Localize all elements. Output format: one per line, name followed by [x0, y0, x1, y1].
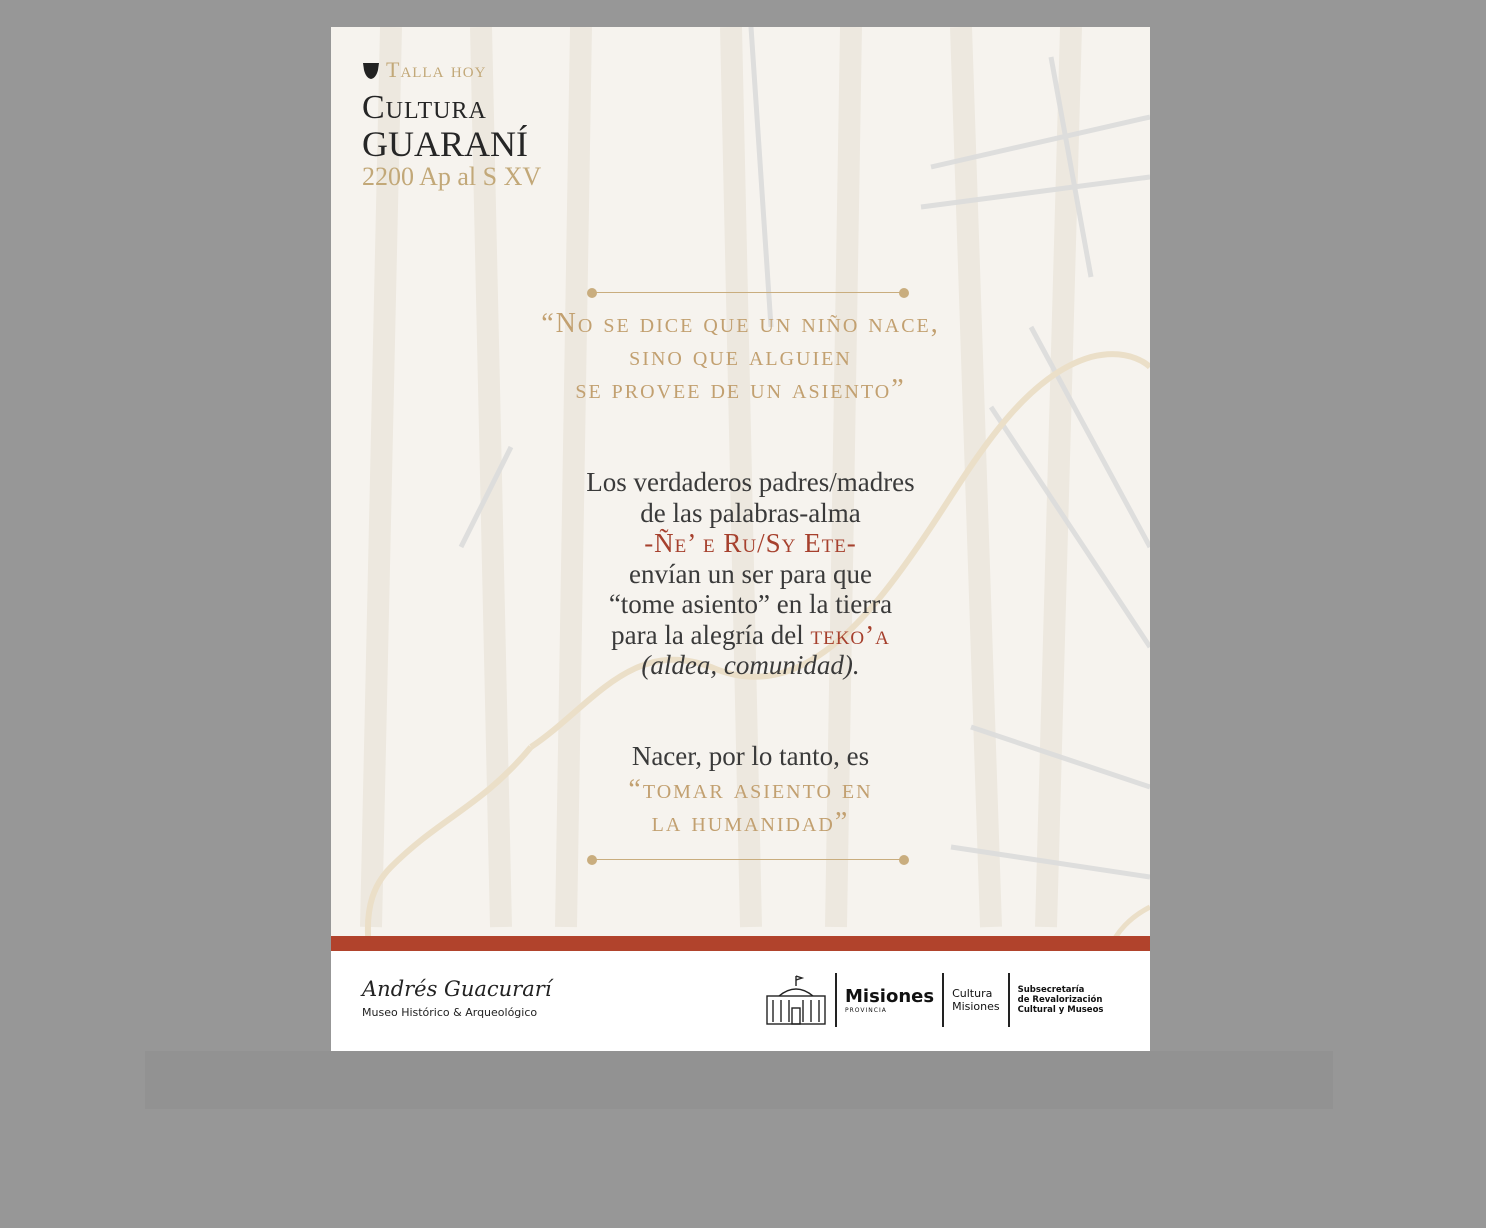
- cultura-misiones-logo: [952, 987, 1000, 1013]
- subsec-line: de Revalorización: [1017, 995, 1103, 1005]
- logo-separator: [1008, 973, 1010, 1027]
- misiones-name: Misiones: [845, 985, 935, 1007]
- logo-separator: [835, 973, 837, 1027]
- subsec-line: Cultural y Museos: [1017, 1005, 1104, 1015]
- body-line: (aldea, comunidad).: [641, 650, 860, 680]
- body-line-prefix: para la alegría del: [611, 619, 811, 650]
- body-line: Los verdaderos padres/madres: [586, 467, 915, 497]
- government-building-icon: [765, 974, 827, 1026]
- cultura-line: Cultura: [952, 987, 993, 1000]
- body-line: [331, 620, 1150, 651]
- title-line-2: GUARANÍ: [362, 124, 528, 164]
- logo-separator: [942, 973, 944, 1027]
- quote-line: “No se dice que un niño nace,: [541, 308, 940, 339]
- quote: [331, 307, 1150, 406]
- poster-card: [331, 27, 1150, 1051]
- body-line: envían un ser para que: [629, 558, 872, 589]
- eyebrow: [362, 57, 541, 83]
- museum-logo-subtitle: Museo Histórico & Arqueológico: [362, 1006, 538, 1019]
- subsec-line: Subsecretaría: [1017, 985, 1085, 995]
- page-shadow: [145, 1051, 1333, 1109]
- period: 2200 Ap al S XV: [362, 162, 542, 191]
- closing-quote-line: la humanidad”: [651, 807, 850, 838]
- body-text: [331, 467, 1150, 681]
- misiones-provincia: PROVINCIA: [845, 1006, 887, 1014]
- pot-icon: [362, 60, 380, 80]
- museum-logo-name: Andrés Guacurarí: [362, 977, 552, 1001]
- footer: [331, 951, 1150, 1051]
- cultura-line: Misiones: [952, 1000, 1000, 1013]
- title-line-1: Cultura: [362, 89, 487, 126]
- subsecretaria-logo: [1018, 985, 1104, 1015]
- header: [362, 57, 541, 191]
- quote-line: sino que alguien: [629, 341, 852, 372]
- eyebrow-text: Talla hoy: [386, 57, 487, 82]
- government-logos: [765, 971, 1103, 1029]
- footer-bar: [331, 936, 1150, 951]
- guarani-term: -Ñe’ e Ru/Sy Ete-: [644, 528, 857, 558]
- divider-bottom: [587, 854, 909, 866]
- closing-line: Nacer, por lo tanto, es: [631, 741, 870, 771]
- tekoa-term: teko’a: [810, 619, 890, 650]
- misiones-logo: [845, 987, 934, 1014]
- closing-text: [331, 740, 1150, 839]
- divider-top: [587, 287, 909, 299]
- closing-quote-line: “tomar asiento en: [628, 774, 873, 805]
- body-line: de las palabras-alma: [640, 497, 861, 528]
- body-line: “tome asiento” en la tierra: [608, 589, 893, 619]
- quote-line: se provee de un asiento”: [575, 374, 906, 405]
